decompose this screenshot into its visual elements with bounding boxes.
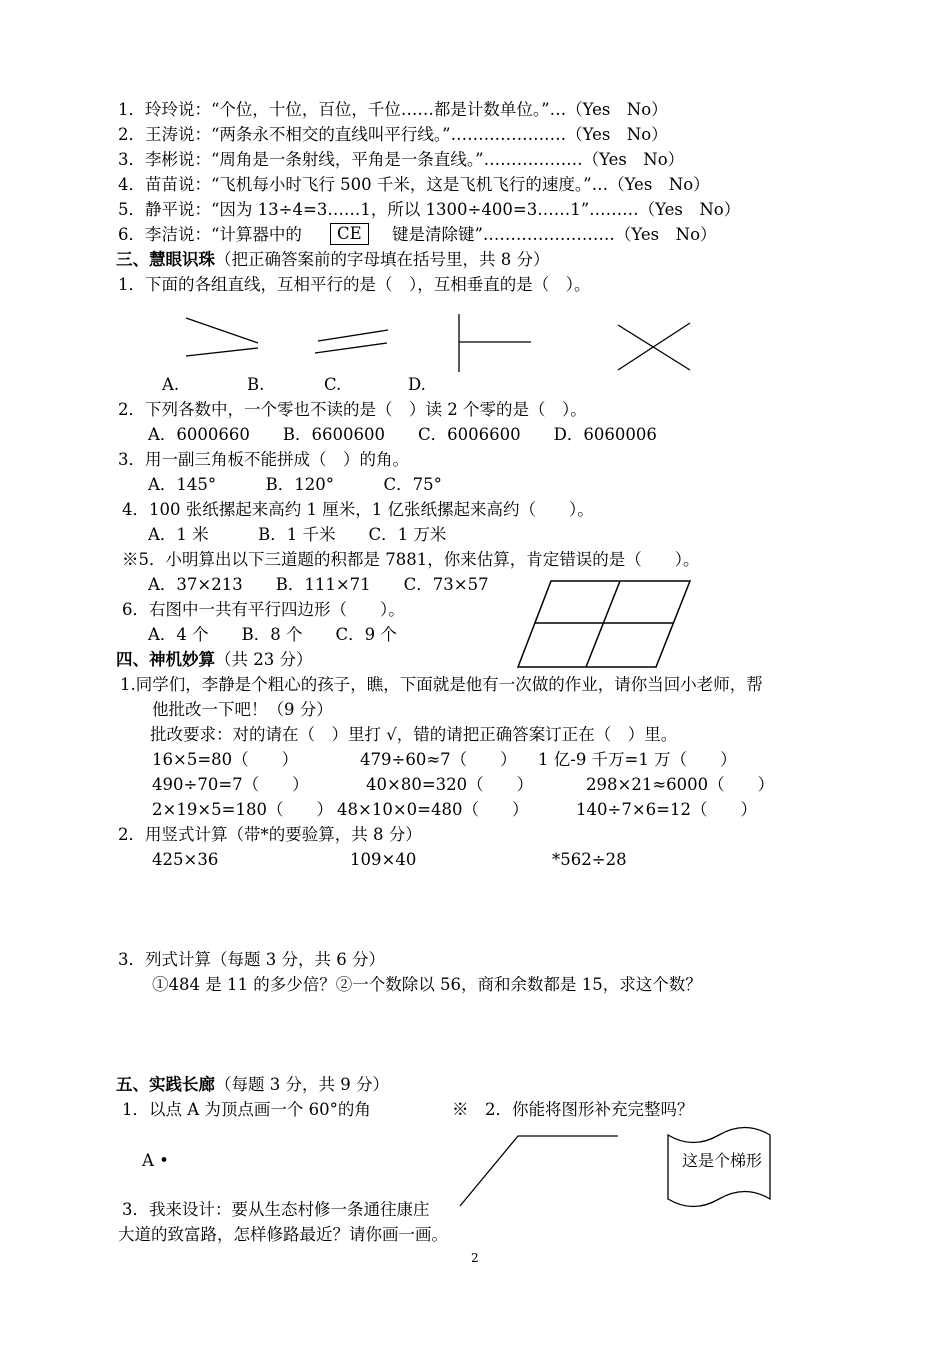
- parallelogram-outline: [518, 581, 690, 667]
- check-item: 490÷70=7（ ）: [152, 775, 309, 794]
- parallelogram-mid-vertical: [586, 581, 620, 667]
- point-a-label: A •: [142, 1151, 169, 1170]
- s3-q5: ※5．小明算出以下三道题的积都是 7881，你来估算，肯定错误的是（ ）。: [122, 550, 700, 569]
- section4-num: 四、: [116, 650, 149, 669]
- s4-q1-requirement: 批改要求：对的请在（ ）里打 √，错的请把正确答案订正在（ ）里。: [150, 725, 678, 744]
- s5-q3-line2: 大道的致富路，怎样修路最近？请你画一画。: [118, 1225, 448, 1244]
- vertical-calc-3: *562÷28: [552, 850, 627, 869]
- check-item: 2×19×5=180（ ）: [152, 800, 333, 819]
- judge-item-4: 4．苗苗说：“飞机每小时飞行 500 千米，这是飞机飞行的速度。”…（Yes No）: [118, 175, 710, 194]
- figure-label-d: D.: [408, 375, 426, 394]
- s3-q2-options: A．6000660 B．6600600 C．6006600 D．6060006: [148, 425, 657, 444]
- s3-q6-options: A．4 个 B．8 个 C．9 个: [148, 625, 397, 644]
- s3-q2: 2．下列各数中，一个零也不读的是（ ）读 2 个零的是（ ）。: [118, 400, 587, 419]
- section5-num: 五、: [116, 1075, 149, 1094]
- s4-q3: 3．列式计算（每题 3 分，共 6 分）: [118, 950, 385, 969]
- check-item: 40×80=320（ ）: [366, 775, 534, 794]
- ce-key-box: CE: [330, 223, 369, 245]
- s4-q1-line1: 1.同学们，李静是个粗心的孩子，瞧，下面就是他有一次做的作业，请你当回小老师，帮: [120, 675, 763, 694]
- figure-label-b: B.: [247, 375, 265, 394]
- figure-b-line-1: [318, 330, 388, 341]
- s3-q4: 4．100 张纸摞起来高约 1 厘米，1 亿张纸摞起来高约（ ）。: [122, 500, 594, 519]
- judge-item-3: 3．李彬说：“周角是一条射线，平角是一条直线。”………………（Yes No）: [118, 150, 685, 169]
- section3-title: 慧眼识珠: [149, 250, 215, 269]
- figure-label-a: A.: [162, 375, 180, 394]
- check-item: 16×5=80（ ）: [152, 750, 299, 769]
- s3-q4-options: A．1 米 B．1 千米 C．1 万米: [148, 525, 447, 544]
- judge-item-5: 5．静平说：“因为 13÷4=3……1，所以 1300÷400=3……1”………（Yes No）: [118, 200, 741, 219]
- s4-q2: 2．用竖式计算（带*的要验算，共 8 分）: [118, 825, 422, 844]
- section4-heading: [116, 650, 313, 670]
- s4-q1-line2: 他批改一下吧！（9 分）: [152, 700, 333, 719]
- check-item: 48×10×0=480（ ）: [337, 800, 529, 819]
- section5-note: （每题 3 分，共 9 分）: [215, 1075, 389, 1094]
- section4-title: 神机妙算: [149, 650, 215, 669]
- judge-item-6-right: 键是清除键”……………………（Yes No）: [392, 225, 717, 244]
- figure-label-c: C.: [324, 375, 342, 394]
- check-item: 479÷60≈7（ ）: [360, 750, 517, 769]
- section3-num: 三、: [116, 250, 149, 269]
- s3-q1: 1．下面的各组直线，互相平行的是（ ），互相垂直的是（ ）。: [118, 275, 591, 294]
- vertical-calc-1: 425×36: [152, 850, 219, 869]
- judge-item-1: 1．玲玲说：“个位，十位，百位，千位……都是计数单位。”…（Yes No）: [118, 100, 668, 119]
- judge-item-2: 2．王涛说：“两条永不相交的直线叫平行线。”…………………（Yes No）: [118, 125, 668, 144]
- check-item: 140÷7×6=12（ ）: [576, 800, 757, 819]
- section5-title: 实践长廊: [149, 1075, 215, 1094]
- page-number: 2: [471, 1251, 479, 1265]
- section4-note: （共 23 分）: [215, 650, 313, 669]
- s4-q3-text: ①484 是 11 的多少倍？②一个数除以 56，商和余数都是 15，求这个数？: [152, 975, 702, 994]
- s5-q3-line1: 3．我来设计：要从生态村修一条通往康庄: [122, 1200, 430, 1219]
- s5-q2: ※ 2．你能将图形补充完整吗？: [452, 1100, 694, 1119]
- s3-q3: 3．用一副三角板不能拼成（ ）的角。: [118, 450, 409, 469]
- figure-b-line-2: [315, 343, 387, 353]
- figure-a-line-2: [186, 348, 258, 356]
- trapezoid-partial: [460, 1136, 618, 1206]
- section3-note: （把正确答案前的字母填在括号里，共 8 分）: [215, 250, 550, 269]
- s3-q3-options: A．145° B．120° C．75°: [148, 475, 442, 494]
- vertical-calc-2: 109×40: [350, 850, 417, 869]
- flag-text: 这是个梯形: [682, 1151, 763, 1170]
- s5-q1: 1．以点 A 为顶点画一个 60°的角: [122, 1100, 371, 1119]
- s3-q5-options: A．37×213 B．111×71 C．73×57: [148, 575, 489, 594]
- check-item: 298×21≈6000（ ）: [586, 775, 775, 794]
- figure-a-line-1: [186, 318, 258, 343]
- judge-item-6-left: 6．李洁说：“计算器中的: [118, 225, 302, 244]
- check-item: 1 亿-9 千万=1 万（ ）: [538, 750, 737, 769]
- section5-heading: [116, 1075, 389, 1095]
- s3-q6: 6．右图中一共有平行四边形（ ）。: [122, 600, 405, 619]
